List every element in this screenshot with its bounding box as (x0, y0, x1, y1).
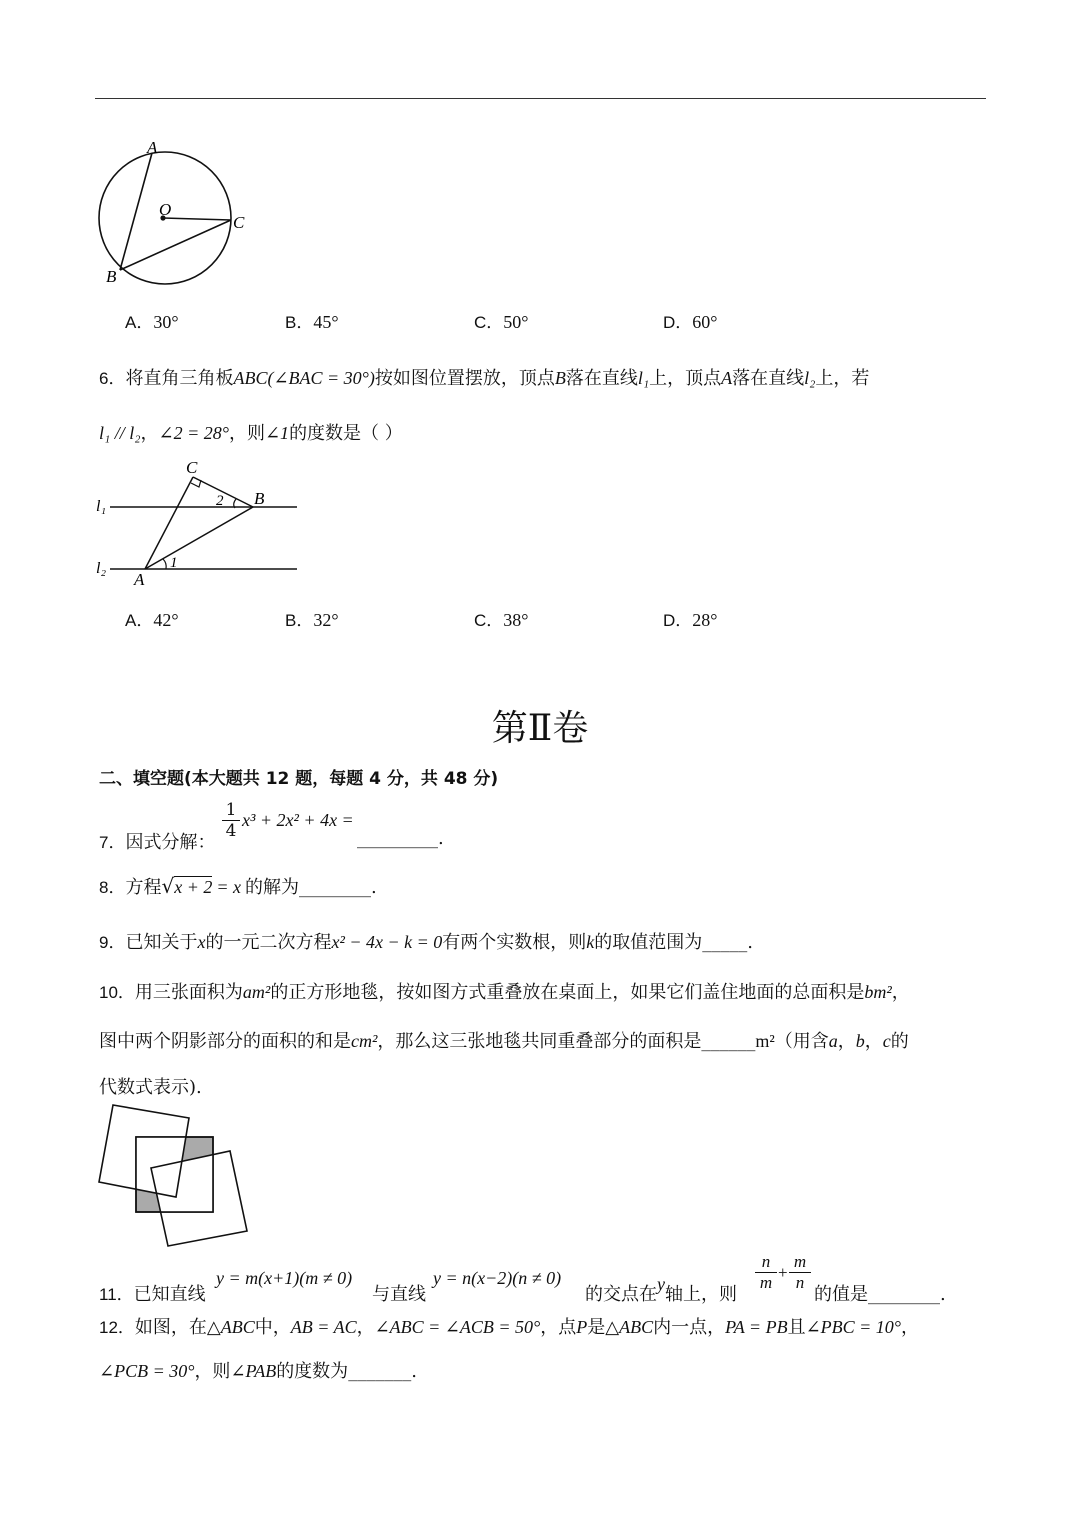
q8-text-b: 的解为 (245, 877, 299, 898)
q10-line2 (99, 1027, 909, 1053)
q11-end: . (940, 1284, 946, 1305)
q12-eq2: ∠ABC = ∠ACB = 50° (374, 1317, 541, 1337)
q10-text-c: ， (891, 982, 910, 1003)
q6-math-abc: ABC(∠BAC = 30°) (233, 368, 375, 388)
q11-text-d: 轴上，则 (665, 1284, 737, 1305)
q6-option-b-value: 32° (313, 610, 339, 630)
q12-text-b: 中， (254, 1317, 291, 1338)
q12-blank[interactable]: _______ (348, 1361, 412, 1382)
q5-label-c: C (233, 213, 245, 232)
q6-fig-label-angle1: 1 (170, 555, 178, 571)
q6-option-b-letter: B． (285, 611, 314, 630)
q11-plus: + (778, 1263, 788, 1282)
q6-option-a (125, 606, 179, 631)
q8-blank[interactable]: ________ (299, 877, 371, 898)
q12-text-e: 是 (587, 1317, 606, 1338)
q9-text-d: 的取值范围为 (594, 932, 703, 953)
q8-text-a: 方程 (125, 877, 162, 898)
q11-text-c: 的交点在 (585, 1284, 657, 1305)
q6-comma: ， (140, 423, 159, 444)
q10-number: 10． (99, 983, 135, 1002)
q7-end: . (438, 828, 444, 849)
q11-line-mid (585, 1274, 737, 1306)
q6-question-tail: 的度数是（ ） (289, 423, 403, 444)
q6-fig-label-l1: l₁ (96, 498, 107, 515)
header-rule (95, 98, 986, 99)
q7-frac-num: 1 (222, 800, 240, 821)
q6-option-a-value: 42° (153, 610, 179, 630)
q8-line (99, 873, 377, 899)
q12-point-p: P (576, 1317, 588, 1337)
q6-triangle-figure (90, 455, 305, 590)
q8-sqrt-sign: √ (161, 874, 175, 898)
q6-line2 (99, 419, 403, 445)
q5-option-c (474, 308, 528, 333)
q6-fig-label-a: A (134, 570, 145, 589)
q12-text-f: 内一点， (653, 1317, 726, 1338)
q10-text-a: 用三张面积为 (134, 982, 243, 1003)
q12-text-a: 如图，在 (134, 1317, 207, 1338)
q9-end: . (747, 932, 754, 953)
q7-frac-den: 4 (225, 821, 237, 841)
q12-number: 12． (99, 1318, 135, 1337)
q6-line1 (99, 364, 869, 390)
q6-text-f: 上，若 (815, 368, 870, 389)
q10-text-e: ，那么这三张地毯共同重叠部分的面积是 (377, 1031, 702, 1052)
q10-text-f: （用含 (774, 1031, 829, 1052)
q5-option-b (285, 308, 339, 333)
q5-label-o: O (159, 200, 172, 219)
q6-angle2-eq: ∠2 = 28° (158, 423, 229, 443)
q12-line2 (99, 1357, 417, 1383)
q6-option-b (285, 606, 339, 631)
q6-option-c-letter: C． (474, 611, 504, 630)
q6-option-d-letter: D． (663, 611, 693, 630)
q5-option-d-value: 60° (692, 312, 718, 332)
q6-parallel: l₁ // l₂ (99, 423, 141, 443)
q5-option-a-value: 30° (153, 312, 179, 332)
q8-equals-x: = x (216, 877, 241, 897)
q12-eq1: AB = AC (290, 1317, 357, 1337)
q6-number: 6． (99, 369, 126, 388)
q11-expr2: y = n(x−2)(n ≠ 0) (433, 1268, 562, 1288)
q5-radius-oc (163, 218, 231, 220)
q5-option-c-value: 50° (503, 312, 529, 332)
q6-line-l2: l₂ (804, 368, 816, 388)
q7-blank[interactable]: _________ (357, 828, 438, 849)
section-title: 第Ⅱ卷 (491, 708, 589, 749)
q7-number: 7． (99, 833, 126, 852)
q10-line3: 代数式表示). (99, 1077, 202, 1098)
q5-option-d-letter: D． (663, 313, 693, 332)
q11-f2-num: m (789, 1252, 811, 1273)
q11-line (99, 1280, 206, 1306)
q11-text-a: 已知直线 (133, 1284, 206, 1305)
q6-text-e: 落在直线 (732, 368, 805, 389)
q10-comma1: ， (837, 1031, 856, 1052)
q6-option-c (474, 606, 528, 631)
q7-line (99, 828, 215, 854)
q9-equation: x² − 4x − k = 0 (331, 932, 443, 952)
q12-text-g: 且 (787, 1317, 806, 1338)
q12-triangle1: △ABC (206, 1317, 255, 1337)
q8-sqrt-body: x + 2 (174, 877, 213, 897)
q8-number: 8． (99, 878, 126, 897)
q6-then: ，则 (228, 423, 265, 444)
q10-bm2: bm² (864, 982, 892, 1002)
q11-f1-den: m (759, 1273, 773, 1292)
q6-fig-label-b: B (254, 489, 265, 508)
q5-option-b-value: 45° (313, 312, 339, 332)
q11-line-end (814, 1280, 946, 1306)
q10-line1 (99, 978, 910, 1004)
q11-fraction2 (789, 1252, 811, 1293)
q10-text-g: 的 (890, 1031, 909, 1052)
q6-text-c: 落在直线 (565, 368, 638, 389)
q6-angle1: ∠1 (264, 423, 290, 443)
q9-line (99, 928, 753, 954)
q5-option-c-letter: C． (474, 313, 504, 332)
q11-var-y: y (657, 1274, 665, 1294)
q11-f1-num: n (755, 1252, 777, 1273)
q9-text-c: 有两个实数根，则 (442, 932, 587, 953)
q5-option-b-letter: B． (285, 313, 314, 332)
q9-text-b: 的一元二次方程 (205, 932, 332, 953)
q6-text-a: 将直角三角板 (125, 368, 234, 389)
q5-label-a: A (147, 138, 158, 157)
q5-label-b: B (106, 267, 117, 286)
q10-m2: m² (755, 1031, 775, 1051)
q7-fraction (222, 800, 240, 841)
q11-text-b: 与直线 (372, 1284, 426, 1305)
q12-end: . (411, 1361, 417, 1382)
q11-fraction1 (755, 1252, 777, 1293)
q6-option-d-value: 28° (692, 610, 718, 630)
q12-eq5: ∠PCB = 30° (99, 1361, 195, 1381)
q11-expr1: y = m(x+1)(m ≠ 0) (216, 1268, 353, 1288)
q12-text-c: ， (356, 1317, 375, 1338)
q10-var-c: c (882, 1031, 891, 1051)
q9-blank[interactable]: _____ (702, 932, 748, 953)
q11-blank[interactable]: ________ (868, 1284, 940, 1305)
q6-text-b: 按如图位置摆放，顶点 (374, 368, 555, 389)
q12-eq3: PA = PB (725, 1317, 788, 1337)
q5-circle-figure (90, 135, 260, 290)
q5-chord-ab (120, 153, 152, 270)
q9-text-a: 已知关于 (125, 932, 198, 953)
q7-answer-blank[interactable] (357, 828, 444, 849)
q8-end: . (371, 877, 377, 898)
q10-text-b: 的正方形地毯，按如图方式重叠放在桌面上，如果它们盖住地面的总面积是 (270, 982, 865, 1003)
q12-triangle2: △ABC (605, 1317, 654, 1337)
q11-number: 11． (99, 1285, 134, 1304)
q6-fig-label-l2: l₂ (96, 560, 107, 577)
q12-eq4: ∠PBC = 10° (805, 1317, 901, 1337)
q10-var-b: b (855, 1031, 865, 1051)
q12-angle-pab: ∠PAB (230, 1361, 277, 1381)
q12-text-d: ，点 (540, 1317, 577, 1338)
q12-text-h: ， (901, 1317, 919, 1338)
q6-option-c-value: 38° (503, 610, 529, 630)
q12-line1 (99, 1313, 919, 1339)
q7-expression: x³ + 2x² + 4x = (242, 810, 354, 830)
q10-var-a: a (828, 1031, 838, 1051)
q6-vertex-b: B (554, 368, 566, 388)
q12-text-j: 的度数为 (276, 1361, 349, 1382)
q6-line-l1: l₁ (637, 368, 650, 388)
q10-carpets-figure (90, 1095, 260, 1255)
q6-text-d: 上，顶点 (649, 368, 722, 389)
q12-text-i: ，则 (194, 1361, 231, 1382)
q10-blank[interactable]: ______ (701, 1031, 756, 1052)
q6-option-d (663, 606, 717, 631)
q7-text: 因式分解： (125, 832, 216, 853)
q9-var-k: k (586, 932, 595, 952)
q6-fig-label-angle2: 2 (216, 493, 224, 509)
q6-option-a-letter: A． (125, 611, 154, 630)
q5-option-a (125, 308, 179, 333)
q6-fig-label-c: C (186, 458, 198, 477)
q11-f2-den: n (795, 1273, 805, 1292)
section-heading: 二、填空题(本大题共 12 题，每题 4 分，共 48 分) (99, 769, 499, 789)
q10-am2: am² (242, 982, 271, 1002)
q10-comma2: ， (864, 1031, 883, 1052)
q6-fig-arc-1 (163, 559, 166, 569)
q5-option-a-letter: A． (125, 313, 154, 332)
q11-text-e: 的值是 (814, 1284, 868, 1305)
q6-vertex-a: A (721, 368, 733, 388)
q10-cm2: cm² (351, 1031, 378, 1051)
q9-number: 9． (99, 933, 126, 952)
q10-text-d: 图中两个阴影部分的面积的和是 (99, 1031, 351, 1052)
q9-var-x: x (197, 932, 206, 952)
q5-option-d (663, 308, 717, 333)
